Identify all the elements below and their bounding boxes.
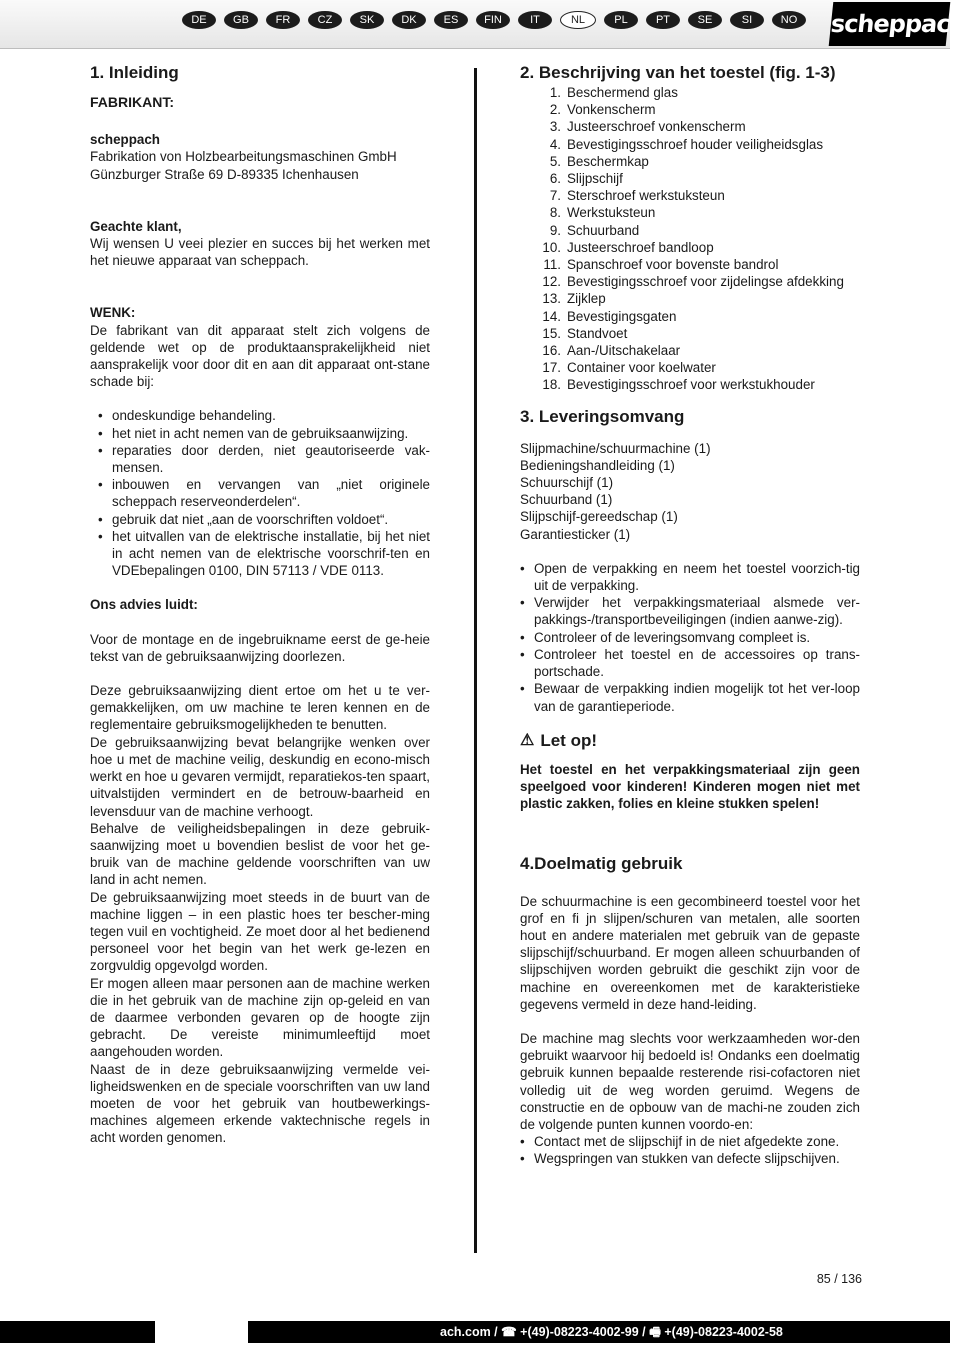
part-item (520, 204, 860, 221)
paragraph: Er mogen alleen maar personen aan de machine werken die in het gebruik van de machine zijn op-geleid en van de daarmee verbonden gevaren op de hoogte zijn gebracht. De vereiste minimumleeftijd moet aangehouden worden. (90, 975, 430, 1060)
language-tab-sk[interactable]: SK (350, 11, 384, 29)
part-item (520, 239, 860, 256)
use-paragraph-1: De schuurmachine is een gecombineerd toestel voor het grof en fi jn slijpen/schuren van metalen, alle soorten hout en andere materialen met gebruik van de gepaste slijpschijf/schuurband. Er mogen alleen schuurbanden of slijpschijven worden gebruikt die geschikt zijn voor de machine en overeenkomen met de karakteristieke gegevens vermeld in deze hand-leiding. (520, 893, 860, 1012)
list-item: • Bewaar de verpakking indien mogelijk tot het ver-loop van de garantieperiode. (520, 680, 860, 714)
company-line-1: Fabrikation von Holzbearbeitungsmaschinen GmbH (90, 149, 397, 165)
part-number: 1. (549, 85, 561, 100)
part-label: Standvoet (567, 325, 628, 341)
language-tab-no[interactable]: NO (772, 11, 806, 29)
part-item (520, 222, 860, 239)
use-bullet-list (520, 1133, 860, 1167)
part-number: 5. (549, 153, 561, 169)
part-item (520, 136, 860, 153)
list-item: Schuurschijf (1) (520, 475, 614, 491)
language-tab-fin[interactable]: FIN (476, 11, 510, 29)
part-number: 11. (543, 257, 561, 273)
part-item (520, 290, 860, 307)
part-label: Spanschroef voor bovenste bandrol (567, 257, 779, 273)
warning-title: Let op! (540, 730, 597, 750)
list-item: Slijpmachine/schuurmachine (1) (520, 440, 711, 456)
footer-black-left (0, 1321, 155, 1343)
part-number: 3. (549, 119, 561, 135)
header-bar (0, 0, 968, 49)
use-paragraph-2: De machine mag slechts voor werkzaamheden wor-den gebruikt waarvoor hij bedoeld is! Ondanks een doelmatig gebruik kunnen bepaalde resterende risi-cofactoren niet volledig uit de weg worden geruimd. Wegens de constructie en de opbouw van de machi-ne zouden zich de volgende punten kunnen voordo-en: (520, 1030, 860, 1132)
list-item: • ondeskundige behandeling. (90, 407, 430, 424)
part-label: Justeerschroef vonkenscherm (567, 119, 746, 135)
language-tab-se[interactable]: SE (688, 11, 722, 29)
part-number: 18. (542, 377, 561, 393)
scheppach-logo: scheppach (829, 2, 951, 46)
part-number: 10. (542, 239, 561, 255)
list-item: • Open de verpakking en neem het toestel voorzich-tig uit de verpakking. (520, 560, 860, 594)
language-tab-gb[interactable]: GB (224, 11, 258, 29)
section-heading-beschrijving: 2. Beschrijving van het toestel (fig. 1-3) (520, 63, 836, 82)
warning-triangle-icon: ⚠ (520, 731, 535, 749)
part-label: Slijpschijf (567, 171, 623, 187)
wenk-text: De fabrikant van dit apparaat stelt zich volgens de geldende wet op de produktaansprakelijkheid niet aansprakelijk voor door dit en aan dit apparaat ont-stane schade bij: (90, 322, 430, 390)
part-item (520, 170, 860, 187)
list-item: Garantiesticker (1) (520, 526, 631, 542)
part-number: 16. (542, 343, 561, 359)
part-number: 12. (542, 274, 561, 290)
part-label: Aan-/Uitschakelaar (567, 343, 681, 359)
part-item (520, 101, 860, 118)
scope-list (520, 440, 860, 543)
language-tab-cz[interactable]: CZ (308, 11, 342, 29)
section-heading-inleiding: 1. Inleiding (90, 63, 179, 82)
list-item: • Verwijder het verpakkingsmateriaal alsmede ver-pakkings-/transportbeveiligingen (indien aanwe-zig). (520, 594, 860, 628)
part-number: 4. (549, 136, 561, 152)
part-label: Bevestigingsgaten (567, 308, 677, 324)
part-item (520, 342, 860, 359)
part-item (520, 325, 860, 342)
list-item: Bedieningshandleiding (1) (520, 457, 675, 473)
parts-list (520, 84, 860, 394)
part-label: Justeerschroef bandloop (567, 239, 714, 255)
list-item: • gebruik dat niet „aan de voorschriften voldoet“. (90, 511, 430, 528)
greeting-title: Geachte klant, (90, 218, 182, 234)
page-number: 85 / 136 (816, 1272, 862, 1286)
list-item: • Wegspringen van stukken van defecte slijpschijven. (520, 1150, 860, 1167)
part-number: 13. (542, 291, 561, 307)
part-number: 8. (549, 205, 561, 221)
greeting-text: Wij wensen U veei plezier en succes bij het werken met het nieuwe apparaat van scheppach. (90, 236, 430, 269)
language-tab-it[interactable]: IT (518, 11, 552, 29)
language-tabs (182, 11, 806, 29)
part-item (520, 273, 860, 290)
part-label: Container voor koelwater (567, 360, 716, 376)
part-number: 9. (549, 222, 561, 238)
part-label: Beschermend glas (567, 85, 678, 100)
part-label: Bevestigingsschroef voor werkstukhouder (567, 377, 815, 393)
company-line-2: Günzburger Straße 69 D-89335 Ichenhausen (90, 166, 359, 182)
wenk-bullet-list (90, 407, 430, 579)
footer-contact: ach.com / ☎ +(49)-08223-4002-99 / 🖷 +(49)-08223-4002-58 (440, 1325, 783, 1339)
part-label: Bevestigingsschroef voor zijdelingse afdekking (567, 274, 844, 290)
part-number: 2. (549, 102, 561, 118)
part-item (520, 308, 860, 325)
part-item (520, 359, 860, 376)
list-item: • Contact met de slijpschijf in de niet afgedekte zone. (520, 1133, 860, 1150)
paragraph: De gebruiksaanwijzing moet steeds in de buurt van de machine liggen – in een plastic hoes ter bescher-ming tegen vuil en vochtigheid. Ze moet door al het bedienend personeel voor het begin van het werk ge-lezen en zorgvuldig opgevolgd worden. (90, 889, 430, 974)
part-item (520, 84, 860, 101)
part-label: Zijklep (567, 291, 606, 307)
list-item: • Controleer het toestel en de accessoires op trans-portschade. (520, 646, 860, 680)
company-name: scheppach (90, 132, 160, 148)
part-label: Schuurband (567, 222, 640, 238)
part-label: Beschermkap (567, 153, 649, 169)
section-heading-doelmatig: 4.Doelmatig gebruik (520, 853, 683, 873)
list-item: Slijpschijf-gereedschap (1) (520, 509, 678, 525)
left-column (90, 62, 430, 1147)
list-item: • Controleer of de leveringsomvang compleet is. (520, 629, 860, 646)
warning-heading (520, 732, 860, 749)
part-item (520, 256, 860, 273)
part-label: Vonkenscherm (567, 102, 656, 118)
language-tab-pl[interactable]: PL (604, 11, 638, 29)
paragraph: Behalve de veiligheidsbepalingen in deze gebruik-saanwijzing moet u bovendien beslist de voor het ge-bruik van de machine geldende voorschriften van uw land in acht nemen. (90, 820, 430, 888)
part-number: 7. (549, 188, 561, 204)
paragraph: Naast de in deze gebruiksaanwijzing vermelde vei-ligheidswenken en de speciale voorschriften van uw land moeten de voor het gebruik van houtbewerkings-machines algemeen erkende vaktechnische regels in acht worden genomen. (90, 1061, 430, 1146)
part-label: Bevestigingsschroef houder veiligheidsglas (567, 136, 824, 152)
part-number: 6. (549, 171, 561, 187)
paragraph: De gebruiksaanwijzing bevat belangrijke wenken over hoe u met de machine veilig, deskundig en econo-misch werkt en hoe u gevaren vermijdt, reparatiekos-ten spaart, uitvalstijden vermindert en de betrouw-baarheid en levensduur van de machine verhoogt. (90, 734, 430, 819)
list-item: • inbouwen en vervangen van „niet originele scheppach reserveonderdelen“. (90, 476, 430, 510)
part-item (520, 376, 860, 393)
list-item: • het niet in acht nemen van de gebruiksaanwijzing. (90, 425, 430, 442)
list-item: • reparaties door derden, niet geautoriseerde vak-mensen. (90, 442, 430, 476)
part-number: 14. (542, 308, 561, 324)
wenk-title: WENK: (90, 305, 136, 321)
right-column (520, 62, 860, 1168)
part-item (520, 118, 860, 135)
part-label: Sterschroef werkstuksteun (567, 188, 725, 204)
paragraph: Deze gebruiksaanwijzing dient ertoe om het u te ver-gemakkelijken, om uw machine te leren kennen en de reglementaire gebruiksmogelijkheden te benutten. (90, 683, 430, 733)
part-item (520, 153, 860, 170)
part-number: 15. (542, 325, 561, 341)
column-divider (474, 68, 477, 1253)
part-item (520, 187, 860, 204)
section-heading-leveringsomvang: 3. Leveringsomvang (520, 406, 685, 426)
scope-bullet-list (520, 560, 860, 715)
list-item: Schuurband (1) (520, 492, 613, 508)
advies-title: Ons advies luidt: (90, 597, 198, 613)
warning-text: Het toestel en het verpakkingsmateriaal zijn geen speelgoed voor kinderen! Kinderen mogen niet met plastic zakken, folies en kleine stukken spelen! (520, 761, 860, 812)
language-tab-pt[interactable]: PT (646, 11, 680, 29)
language-tab-si[interactable]: SI (730, 11, 764, 29)
fabrikant-label: FABRIKANT: (90, 94, 174, 110)
language-tab-dk[interactable]: DK (392, 11, 426, 29)
list-item: • het uitvallen van de elektrische installatie, bij het niet in acht nemen van de elektrische voorschrif-ten en VDEbepalingen 0100, DIN 57113 / VDE 0113. (90, 528, 430, 580)
part-label: Werkstuksteun (567, 205, 656, 221)
language-tab-nl[interactable]: NL (560, 11, 596, 29)
part-number: 17. (542, 360, 561, 376)
intro-paragraphs (90, 682, 430, 1146)
language-tab-fr[interactable]: FR (266, 11, 300, 29)
advies-text: Voor de montage en de ingebruikname eerst de ge-heie tekst van de gebruiksaanwijzing doorlezen. (90, 631, 430, 664)
language-tab-es[interactable]: ES (434, 11, 468, 29)
language-tab-de[interactable]: DE (182, 11, 216, 29)
